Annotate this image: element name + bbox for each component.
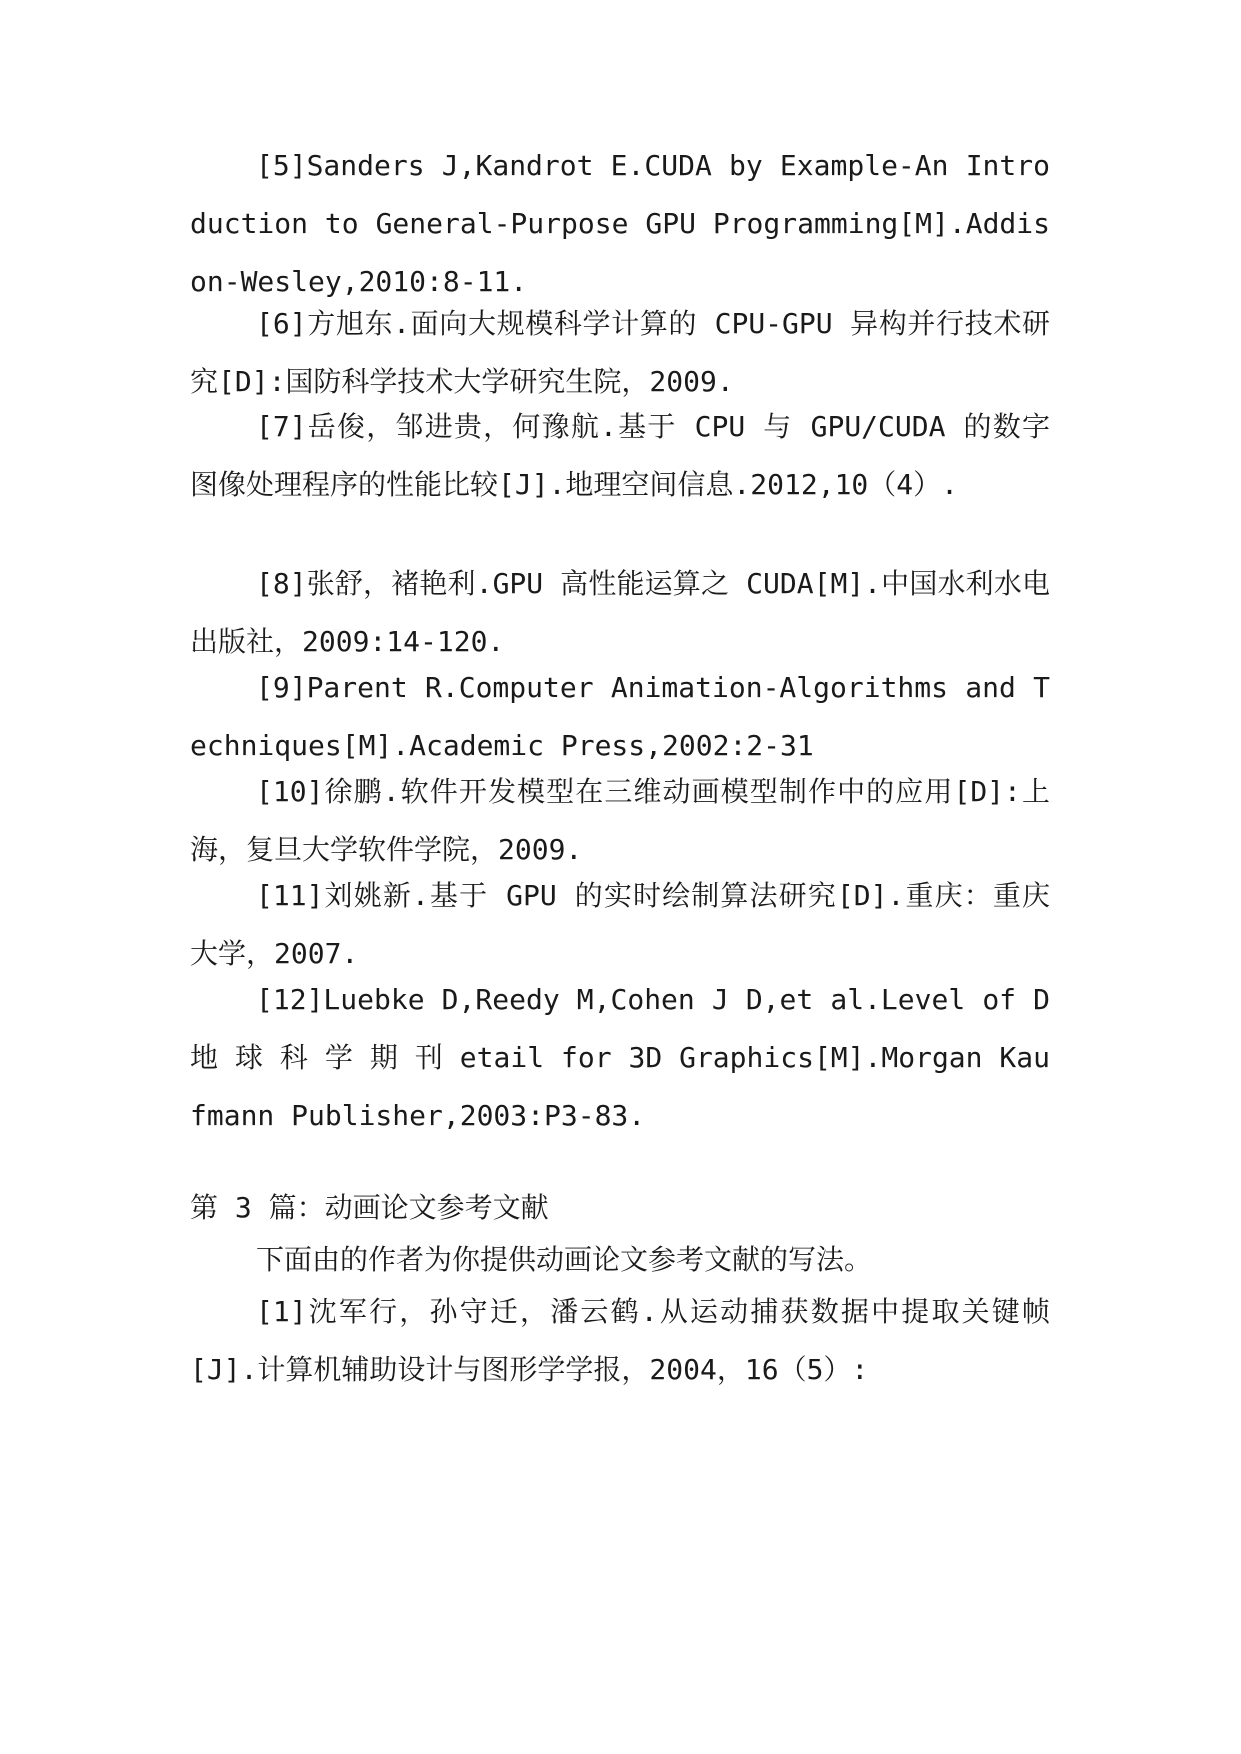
reference-6: [6]方旭东.面向大规模科学计算的 CPU-GPU 异构并行技术研究[D]:国防科学技术大学研究生院，2009. bbox=[190, 307, 1050, 398]
reference-5: [5]Sanders J,Kandrot E.CUDA by Example-An Introduction to General-Purpose GPU Programming[M].Addison-Wesley,2010:8-11. bbox=[190, 149, 1050, 298]
section3-reference-1: [1]沈军行，孙守迁，潘云鹤.从运动捕获数据中提取关键帧[J].计算机辅助设计与图形学学报，2004，16（5）: bbox=[190, 1295, 1050, 1386]
section-heading: 第 3 篇：动画论文参考文献 bbox=[190, 1191, 549, 1224]
reference-8: [8]张舒，褚艳利.GPU 高性能运算之 CUDA[M].中国水利水电出版社，2009:14-120. bbox=[190, 567, 1050, 658]
reference-11: [11]刘姚新.基于 GPU 的实时绘制算法研究[D].重庆：重庆大学，2007. bbox=[190, 879, 1050, 970]
reference-12: [12]Luebke D,Reedy M,Cohen J D,et al.Level of D 地 球 科 学 期 刊 etail for 3D Graphics[M].Morgan Kaufmann Publisher,2003:P3-83. bbox=[190, 983, 1050, 1132]
reference-10: [10]徐鹏.软件开发模型在三维动画模型制作中的应用[D]:上海，复旦大学软件学院，2009. bbox=[190, 775, 1050, 866]
section-intro: 下面由的作者为你提供动画论文参考文献的写法。 bbox=[256, 1243, 873, 1276]
reference-9: [9]Parent R.Computer Animation-Algorithms and Techniques[M].Academic Press,2002:2-31 bbox=[190, 671, 1050, 762]
reference-7: [7]岳俊，邹进贵，何豫航.基于 CPU 与 GPU/CUDA 的数字图像处理程序的性能比较[J].地理空间信息.2012,10（4）. bbox=[190, 410, 1050, 501]
